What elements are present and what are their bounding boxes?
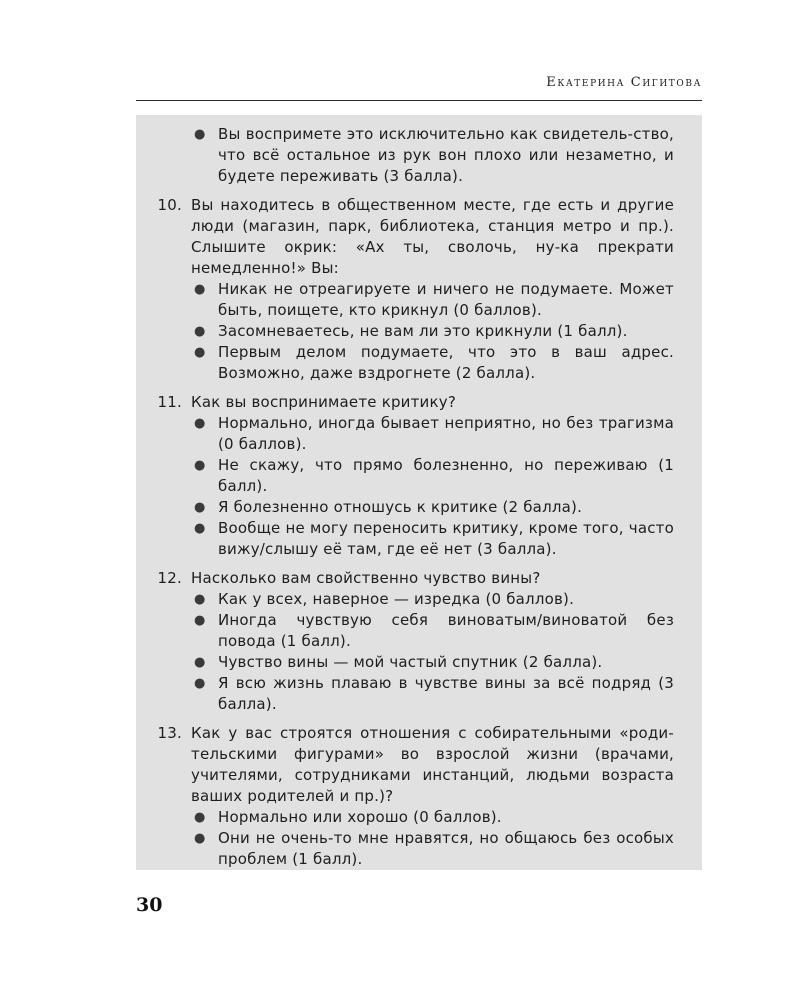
question-item <box>136 723 702 870</box>
answer-option <box>191 807 674 828</box>
answer-option <box>191 342 674 384</box>
question-item <box>136 195 702 384</box>
answer-option-text: Никак не отреагируете и ничего не подумаете. Может быть, поищете, кто крикнул (0 баллов). <box>218 280 674 319</box>
bullet-icon: ● <box>194 458 206 473</box>
running-head: Екатерина Сигитова <box>546 75 702 90</box>
bullet-icon: ● <box>194 324 206 339</box>
answer-option <box>191 518 674 560</box>
answer-option <box>191 279 674 321</box>
bullet-icon: ● <box>194 810 206 825</box>
answer-options <box>191 413 674 560</box>
answer-options <box>191 589 674 715</box>
bullet-icon: ● <box>194 613 206 628</box>
answer-option <box>191 321 674 342</box>
question-number: 12. <box>157 569 182 587</box>
answer-option <box>191 497 674 518</box>
answer-options <box>191 124 674 187</box>
answer-option-text: Нормально или хорошо (0 баллов). <box>218 808 502 826</box>
header-rule <box>136 100 702 101</box>
bullet-icon: ● <box>194 282 206 297</box>
question-number: 10. <box>157 196 182 214</box>
question-number: 13. <box>157 724 182 742</box>
answer-option-text: Вы воспримете это исключительно как свидетель-ство, что всё остальное из рук вон плохо или незаметно, и будете переживать (3 балла). <box>218 125 674 185</box>
bullet-icon: ● <box>194 592 206 607</box>
answer-options <box>191 807 674 870</box>
answer-option <box>191 589 674 610</box>
answer-option-text: Вообще не могу переносить критику, кроме того, часто вижу/слышу её там, где её нет (3 балла). <box>218 519 674 558</box>
question-item <box>136 392 702 560</box>
answer-option-text: Я всю жизнь плаваю в чувстве вины за всё подряд (3 балла). <box>218 674 674 713</box>
bullet-icon: ● <box>194 655 206 670</box>
answer-option-text: Чувство вины — мой частый спутник (2 балла). <box>218 653 603 671</box>
answer-option <box>191 610 674 652</box>
page-number: 30 <box>136 894 163 916</box>
questionnaire <box>136 124 702 878</box>
answer-option <box>191 828 674 870</box>
answer-option-text: Засомневаетесь, не вам ли это крикнули (1 балл). <box>218 322 628 340</box>
answer-option <box>191 413 674 455</box>
question-text: Как вы воспринимаете критику? <box>191 393 457 411</box>
question-item <box>136 568 702 715</box>
answer-option <box>191 124 674 187</box>
bullet-icon: ● <box>194 416 206 431</box>
question-text: Вы находитесь в общественном месте, где есть и другие люди (магазин, парк, библиотека, станция метро и пр.). Слышите окрик: «Ах ты, сволочь, ну-ка прекрати немедленно!» Вы: <box>191 196 674 277</box>
answer-option <box>191 673 674 715</box>
answer-option-text: Не скажу, что прямо болезненно, но переживаю (1 балл). <box>218 456 674 495</box>
bullet-icon: ● <box>194 127 206 142</box>
bullet-icon: ● <box>194 500 206 515</box>
answer-option <box>191 455 674 497</box>
answer-options <box>191 279 674 384</box>
bullet-icon: ● <box>194 345 206 360</box>
bullet-icon: ● <box>194 831 206 846</box>
answer-option-text: Как у всех, наверное — изредка (0 баллов). <box>218 590 575 608</box>
bullet-icon: ● <box>194 521 206 536</box>
question-item <box>136 124 702 187</box>
answer-option-text: Они не очень-то мне нравятся, но общаюсь без особых проблем (1 балл). <box>218 829 674 868</box>
question-number: 11. <box>157 393 182 411</box>
question-text: Насколько вам свойственно чувство вины? <box>191 569 541 587</box>
answer-option-text: Я болезненно отношусь к критике (2 балла). <box>218 498 583 516</box>
answer-option-text: Иногда чувствую себя виноватым/виноватой без повода (1 балл). <box>218 611 674 650</box>
answer-option-text: Нормально, иногда бывает неприятно, но без трагизма (0 баллов). <box>218 414 674 453</box>
answer-option <box>191 652 674 673</box>
question-text: Как у вас строятся отношения с собирательными «роди-тельскими фигурами» во взрослой жизни (врачами, учителями, сотрудниками инстанций, людьми возраста ваших родителей и пр.)? <box>191 724 674 805</box>
answer-option-text: Первым делом подумаете, что это в ваш адрес. Возможно, даже вздрогнете (2 балла). <box>218 343 674 382</box>
bullet-icon: ● <box>194 676 206 691</box>
